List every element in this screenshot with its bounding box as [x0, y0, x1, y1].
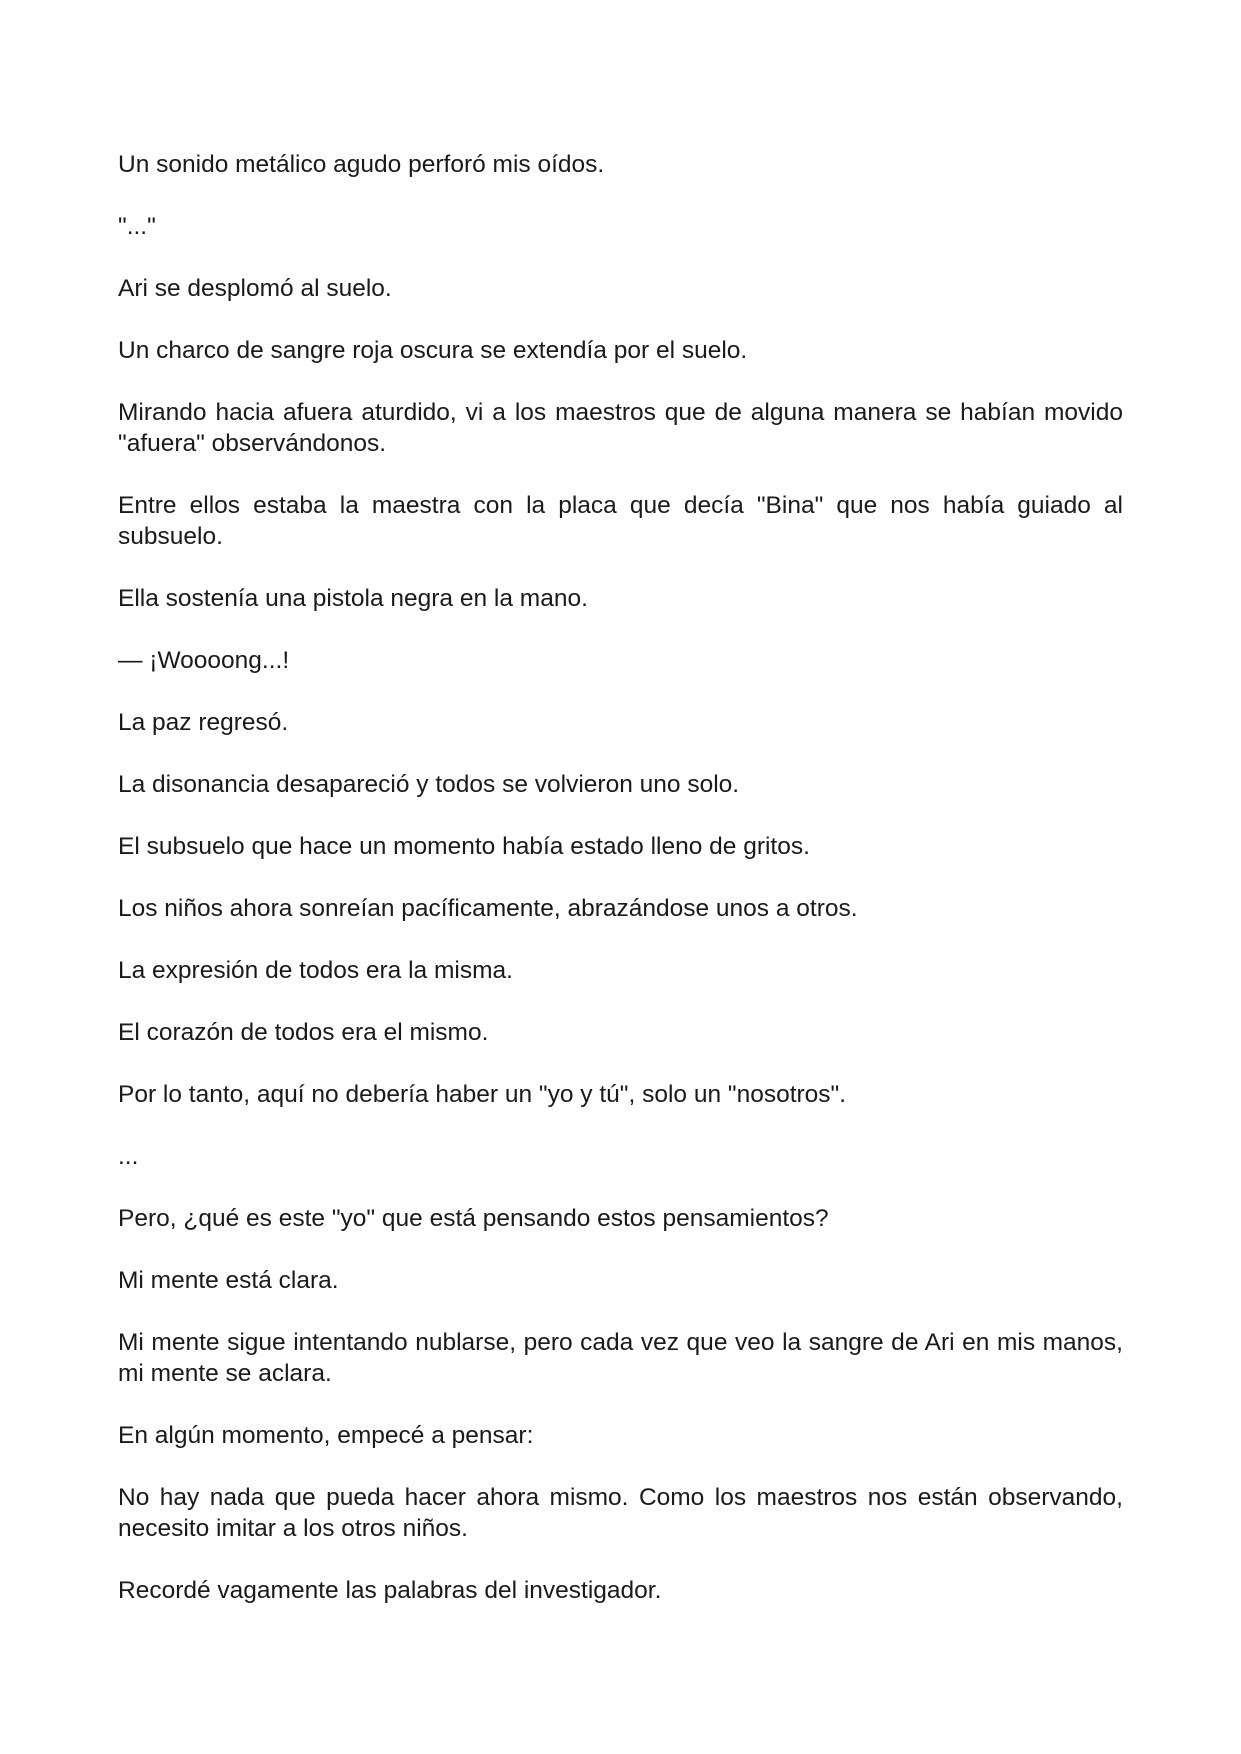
paragraph: Pero, ¿qué es este "yo" que está pensando estos pensamientos?	[118, 1205, 829, 1232]
paragraph: Un sonido metálico agudo perforó mis oídos.	[118, 151, 605, 178]
paragraph: La expresión de todos era la misma.	[118, 957, 513, 984]
paragraph: En algún momento, empecé a pensar:	[118, 1422, 534, 1449]
paragraph: No hay nada que pueda hacer ahora mismo. Como los maestros nos están observando, necesito imitar a los otros niños.	[118, 1484, 1123, 1542]
paragraph: Mirando hacia afuera aturdido, vi a los maestros que de alguna manera se habían movido "afuera" observándonos.	[118, 399, 1123, 457]
paragraph: Mi mente está clara.	[118, 1267, 339, 1294]
paragraph: Ella sostenía una pistola negra en la mano.	[118, 585, 588, 612]
paragraph: El corazón de todos era el mismo.	[118, 1019, 489, 1046]
paragraph: "..."	[118, 213, 156, 240]
paragraph: ...	[118, 1143, 139, 1170]
paragraph: La disonancia desapareció y todos se volvieron uno solo.	[118, 771, 740, 798]
paragraph: — ¡Woooong...!	[118, 647, 290, 674]
paragraph: El subsuelo que hace un momento había estado lleno de gritos.	[118, 833, 810, 860]
document-body	[118, 149, 1123, 1637]
paragraph: Un charco de sangre roja oscura se extendía por el suelo.	[118, 337, 748, 364]
paragraph: La paz regresó.	[118, 709, 289, 736]
paragraph: Por lo tanto, aquí no debería haber un "yo y tú", solo un "nosotros".	[118, 1081, 847, 1108]
paragraph: Ari se desplomó al suelo.	[118, 275, 392, 302]
paragraph: Los niños ahora sonreían pacíficamente, abrazándose unos a otros.	[118, 895, 858, 922]
paragraph: Recordé vagamente las palabras del investigador.	[118, 1577, 662, 1604]
paragraph: Mi mente sigue intentando nublarse, pero cada vez que veo la sangre de Ari en mis manos, mi mente se aclara.	[118, 1329, 1123, 1387]
paragraph: Entre ellos estaba la maestra con la placa que decía "Bina" que nos había guiado al subsuelo.	[118, 492, 1123, 550]
